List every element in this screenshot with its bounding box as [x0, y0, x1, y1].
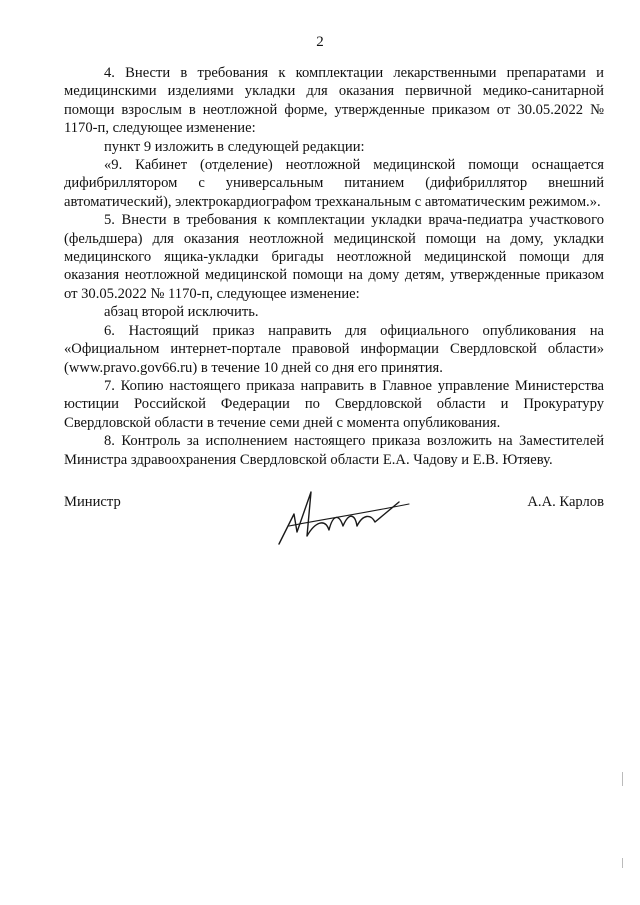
- paragraph-item-5-change: абзац второй исключить.: [104, 304, 259, 321]
- signature-block: [64, 494, 604, 564]
- paragraph-item-6: 6. Настоящий приказ направить для официального опубликования на «Официальном интернет-портале правовой информации Свердловской области» (www.pravo.gov66.ru) в течение 10 дней со дня его принятия.: [64, 322, 604, 376]
- paragraph-item-9-text: «9. Кабинет (отделение) неотложной медицинской помощи оснащается дифибриллятором с универсальным питанием (дифибриллятор внешний автоматический), электрокардиографом трехканальным с автоматическим режимом.».: [64, 157, 604, 210]
- handwritten-signature: [259, 474, 419, 554]
- paragraph-item-9-intro: пункт 9 изложить в следующей редакции:: [104, 138, 365, 155]
- document-body: [64, 64, 604, 469]
- paragraph-item-4: 4. Внести в требования к комплектации лекарственными препаратами и медицинскими изделиями укладки для оказания первичной медико-санитарной помощи взрослым в неотложной форме, утвержденные приказом от 30.05.2022 № 1170-п, следующее изменение:: [64, 65, 604, 137]
- scan-edge-mark: [622, 772, 623, 786]
- paragraph-item-5: 5. Внести в требования к комплектации укладки врача-педиатра участкового (фельдшера) для оказания неотложной медицинской помощи на дому, укладки медицинского ящика-укладки бригады неотложной медицинской помощи для оказания неотложной медицинской помощи на дому детям, утвержденные приказом от 30.05.2022 № 1170-п, следующее изменение:: [64, 212, 604, 302]
- page-number: 2: [316, 34, 324, 50]
- scan-edge-mark: [622, 858, 623, 868]
- paragraph-item-7: 7. Копию настоящего приказа направить в Главное управление Министерства юстиции Российской Федерации по Свердловской области и Прокуратуру Свердловской области в течение семи дней с момента опубликования.: [64, 377, 604, 431]
- signer-title: Министр: [64, 494, 121, 510]
- signer-name: А.А. Карлов: [527, 494, 604, 510]
- paragraph-item-8: 8. Контроль за исполнением настоящего приказа возложить на Заместителей Министра здравоохранения Свердловской области Е.А. Чадову и Е.В. Ютяеву.: [64, 433, 604, 468]
